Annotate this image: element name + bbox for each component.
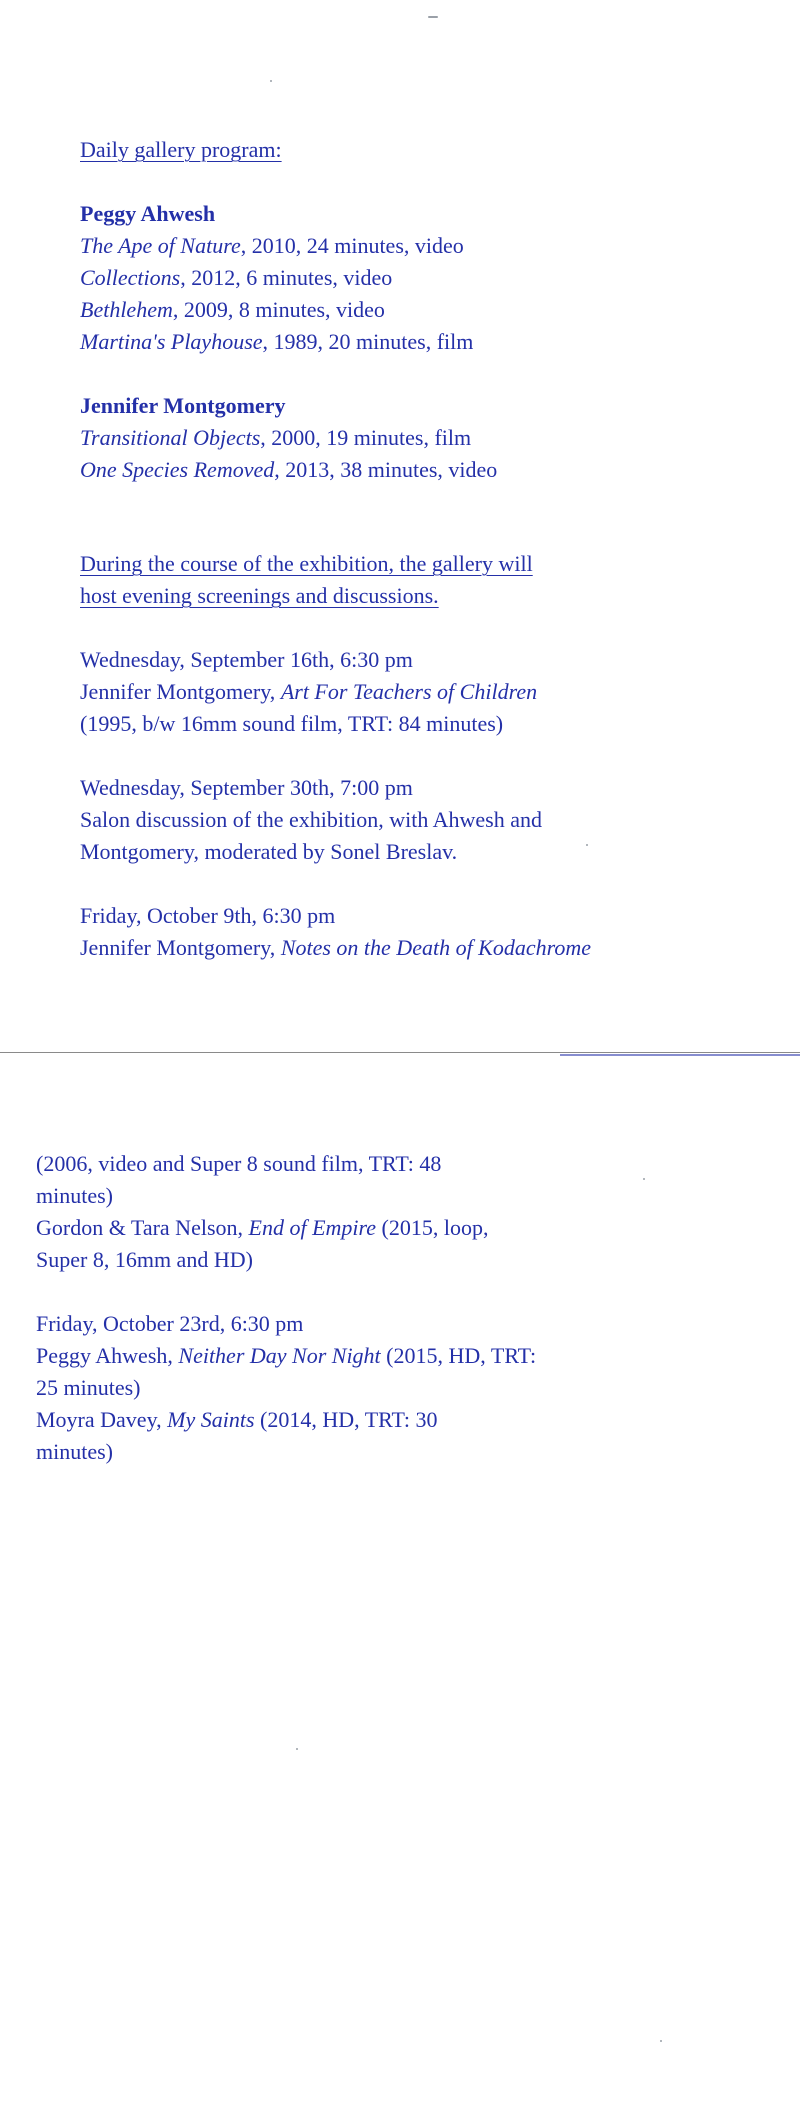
work-info: , 2010, 24 minutes, video	[240, 233, 464, 258]
event-date: Friday, October 9th, 6:30 pm	[80, 903, 336, 928]
page-fold-line	[0, 1052, 800, 1053]
scan-speck	[643, 1178, 645, 1180]
event-date: Wednesday, September 30th, 7:00 pm	[80, 775, 413, 800]
event-presenter: Gordon & Tara Nelson,	[36, 1215, 249, 1240]
event-date: Friday, October 23rd, 6:30 pm	[36, 1311, 304, 1336]
scan-speck	[660, 2040, 662, 2042]
event-date: Wednesday, September 16th, 6:30 pm	[80, 647, 413, 672]
work-item	[80, 262, 497, 294]
work-item	[80, 230, 497, 262]
continued-details: minutes)	[36, 1183, 113, 1208]
work-title: Collections	[80, 265, 181, 290]
work-item	[80, 422, 497, 454]
daily-program-heading: Daily gallery program:	[80, 137, 282, 162]
work-title: The Ape of Nature	[80, 233, 241, 258]
event-title: Neither Day Nor Night	[178, 1343, 381, 1368]
work-info: , 2009, 8 minutes, video	[172, 297, 385, 322]
event-description: Salon discussion of the exhibition, with Ahwesh and	[80, 807, 542, 832]
event-details: (1995, b/w 16mm sound film, TRT: 84 minutes)	[80, 711, 504, 736]
event-details: (2015, loop,	[376, 1215, 489, 1240]
work-info: , 2012, 6 minutes, video	[180, 265, 393, 290]
event-title: Art For Teachers of Children	[280, 679, 538, 704]
page-fold-ink-line	[560, 1054, 800, 1056]
event-presenter: Moyra Davey,	[36, 1407, 168, 1432]
evening-intro-line: host evening screenings and discussions.	[80, 583, 439, 608]
event-title: End of Empire	[248, 1215, 377, 1240]
event-title: Notes on the Death of Kodachrome	[280, 935, 592, 960]
event-details: minutes)	[36, 1439, 113, 1464]
scan-speck	[296, 1748, 298, 1750]
event-entry	[36, 1212, 536, 1244]
event-presenter: Jennifer Montgomery,	[80, 935, 281, 960]
artist-name: Jennifer Montgomery	[80, 393, 286, 418]
event-entry	[80, 932, 591, 964]
work-item	[80, 454, 497, 486]
event-details: (2014, HD, TRT: 30	[254, 1407, 438, 1432]
evening-intro-line: During the course of the exhibition, the gallery will	[80, 551, 533, 576]
event-entry	[36, 1340, 536, 1372]
work-item	[80, 294, 497, 326]
continued-program	[36, 1148, 536, 1468]
work-info: , 2013, 38 minutes, video	[274, 457, 498, 482]
scan-speck	[270, 80, 272, 82]
event-presenter: Jennifer Montgomery,	[80, 679, 281, 704]
work-title: Martina's Playhouse	[80, 329, 263, 354]
event-entry	[36, 1404, 536, 1436]
evening-program	[80, 548, 591, 964]
event-details: (2015, HD, TRT:	[380, 1343, 537, 1368]
event-details: 25 minutes)	[36, 1375, 141, 1400]
continued-details: (2006, video and Super 8 sound film, TRT: 48	[36, 1151, 442, 1176]
event-title: My Saints	[167, 1407, 255, 1432]
daily-program	[80, 134, 497, 486]
work-title: Transitional Objects	[80, 425, 261, 450]
event-description: Montgomery, moderated by Sonel Breslav.	[80, 839, 458, 864]
artist-name: Peggy Ahwesh	[80, 201, 216, 226]
scan-speck	[428, 16, 438, 18]
event-details: Super 8, 16mm and HD)	[36, 1247, 253, 1272]
work-info: , 1989, 20 minutes, film	[262, 329, 474, 354]
work-title: One Species Removed	[80, 457, 275, 482]
event-presenter: Peggy Ahwesh,	[36, 1343, 179, 1368]
work-info: , 2000, 19 minutes, film	[260, 425, 472, 450]
work-title: Bethlehem	[80, 297, 173, 322]
scan-speck	[586, 844, 588, 846]
work-item	[80, 326, 497, 358]
event-entry	[80, 676, 591, 708]
